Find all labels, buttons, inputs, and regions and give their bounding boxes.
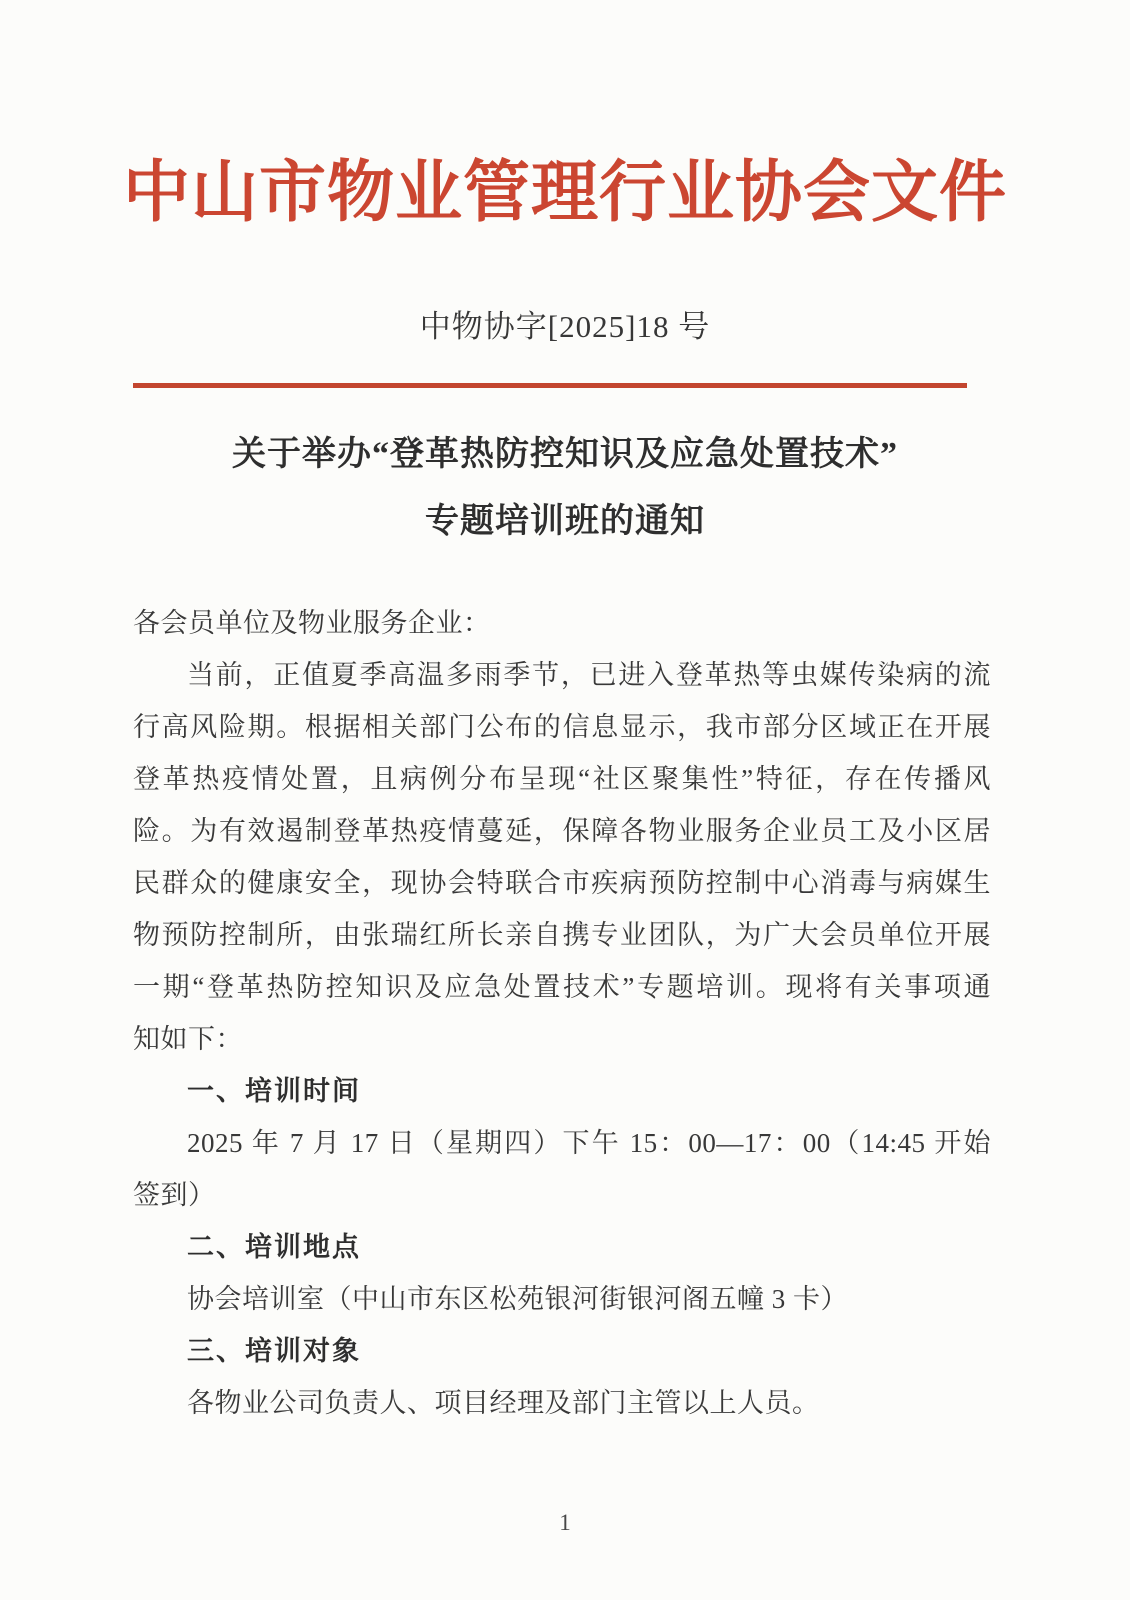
salutation: 各会员单位及物业服务企业：	[133, 608, 491, 638]
section-heading-training-location: 二、培训地点	[187, 1232, 361, 1262]
page-number: 1	[559, 1510, 571, 1535]
body-line: 协会培训室（中山市东区松苑银河街银河阁五幢 3 卡）	[187, 1284, 848, 1314]
document-title-line2: 专题培训班的通知	[425, 503, 705, 540]
document-title	[0, 421, 1130, 555]
body-line: 签到）	[133, 1180, 216, 1210]
body-line: 知如下：	[133, 1024, 243, 1054]
section-heading-training-time: 一、培训时间	[187, 1076, 361, 1106]
body-line: 当前，正值夏季高温多雨季节，已进入登革热等虫媒传染病的流	[187, 660, 991, 690]
body-line: 各物业公司负责人、项目经理及部门主管以上人员。	[187, 1388, 820, 1418]
section-heading-training-audience: 三、培训对象	[187, 1336, 361, 1366]
document-body	[133, 597, 991, 1429]
body-line: 行高风险期。根据相关部门公布的信息显示，我市部分区域正在开展	[133, 712, 991, 742]
body-line: 民群众的健康安全，现协会特联合市疾病预防控制中心消毒与病媒生	[133, 868, 991, 898]
doc-number: 中物协字[2025]18 号	[419, 309, 711, 344]
document-title-line1: 关于举办“登革热防控知识及应急处置技术”	[232, 436, 898, 473]
body-line: 登革热疫情处置，且病例分布呈现“社区聚集性”特征，存在传播风	[133, 764, 991, 794]
body-line: 一期“登革热防控知识及应急处置技术”专题培训。现将有关事项通	[133, 972, 991, 1002]
letterhead-title: 中山市物业管理行业协会文件	[123, 156, 1007, 230]
body-line: 2025 年 7 月 17 日（星期四）下午 15：00—17：00（14:45 开始	[187, 1128, 991, 1158]
body-line: 物预防控制所，由张瑞红所长亲自携专业团队，为广大会员单位开展	[133, 920, 991, 950]
body-line: 险。为有效遏制登革热疫情蔓延，保障各物业服务企业员工及小区居	[133, 816, 991, 846]
red-divider-line	[133, 383, 967, 388]
